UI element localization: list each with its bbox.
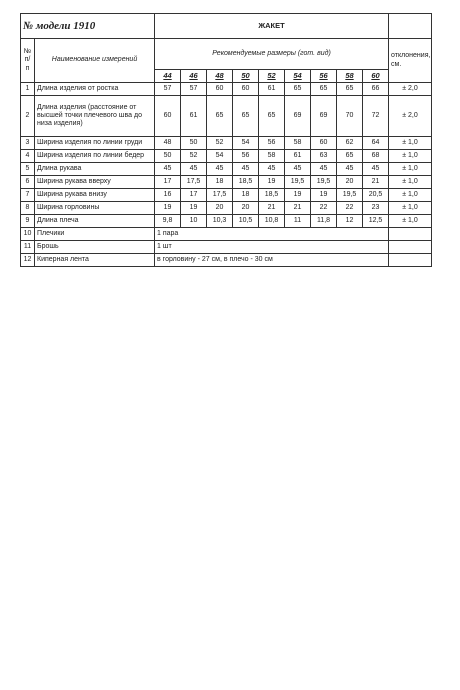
deviation-value: ± 1,0 <box>389 202 432 215</box>
table-row <box>21 137 432 150</box>
measurement-value: 58 <box>259 150 285 163</box>
size-header-52: 52 <box>259 70 285 83</box>
size-header-58: 58 <box>337 70 363 83</box>
measurement-value: 70 <box>337 96 363 137</box>
measurement-value: 11,8 <box>311 215 337 228</box>
table-row <box>21 189 432 202</box>
measurement-value: 21 <box>285 202 311 215</box>
measurement-value: 45 <box>337 163 363 176</box>
deviation-value: ± 2,0 <box>389 96 432 137</box>
deviation-value: ± 1,0 <box>389 176 432 189</box>
size-header-54: 54 <box>285 70 311 83</box>
measurement-value: 61 <box>259 83 285 96</box>
row-number: 12 <box>21 254 35 267</box>
measurement-value: 45 <box>285 163 311 176</box>
measurement-value: 22 <box>337 202 363 215</box>
extra-rows <box>21 228 432 267</box>
table-row <box>21 163 432 176</box>
measurement-value: 69 <box>285 96 311 137</box>
measurement-value: 65 <box>311 83 337 96</box>
extra-blank-cell <box>389 241 432 254</box>
measurement-value: 61 <box>285 150 311 163</box>
measurement-value: 20 <box>337 176 363 189</box>
measurement-name: Длина рукава <box>35 163 155 176</box>
extra-item-name: Плечики <box>35 228 155 241</box>
measurement-value: 9,8 <box>155 215 181 228</box>
measurement-value: 45 <box>155 163 181 176</box>
extra-item-value: 1 шт <box>155 241 389 254</box>
measurement-value: 56 <box>233 150 259 163</box>
measurement-name: Длина изделия (расстояние от высшей точки плечевого шва до низа изделия) <box>35 96 155 137</box>
measurement-value: 21 <box>259 202 285 215</box>
measurement-value: 65 <box>207 96 233 137</box>
row-number: 1 <box>21 83 35 96</box>
measurement-value: 57 <box>155 83 181 96</box>
extra-blank-cell <box>389 228 432 241</box>
measurement-value: 18,5 <box>259 189 285 202</box>
spec-table <box>20 13 432 267</box>
measurement-value: 20 <box>207 202 233 215</box>
measurement-name-header: Наименование измерений <box>35 39 155 83</box>
extra-item-name: Киперная лента <box>35 254 155 267</box>
extra-item-value: 1 пара <box>155 228 389 241</box>
measurement-value: 16 <box>155 189 181 202</box>
measurement-value: 72 <box>363 96 389 137</box>
measurement-value: 65 <box>233 96 259 137</box>
measurement-value: 17,5 <box>207 189 233 202</box>
measurement-value: 66 <box>363 83 389 96</box>
measurement-value: 45 <box>207 163 233 176</box>
measurement-value: 19,5 <box>337 189 363 202</box>
row-number: 9 <box>21 215 35 228</box>
row-number: 4 <box>21 150 35 163</box>
measurement-value: 60 <box>311 137 337 150</box>
measurement-value: 17 <box>181 189 207 202</box>
measurement-value: 45 <box>233 163 259 176</box>
size-header-44: 44 <box>155 70 181 83</box>
measurement-value: 65 <box>337 150 363 163</box>
table-row <box>21 176 432 189</box>
measurement-value: 60 <box>233 83 259 96</box>
deviation-value: ± 1,0 <box>389 137 432 150</box>
row-number-header: № п/п <box>21 39 35 83</box>
measurement-value: 19,5 <box>311 176 337 189</box>
measurement-value: 21 <box>363 176 389 189</box>
row-number: 11 <box>21 241 35 254</box>
measurement-name: Ширина изделия по линии груди <box>35 137 155 150</box>
deviation-header: отклонения, см. <box>389 39 432 83</box>
deviation-value: ± 1,0 <box>389 150 432 163</box>
measurement-value: 23 <box>363 202 389 215</box>
row-number: 5 <box>21 163 35 176</box>
table-row <box>21 241 432 254</box>
row-number: 7 <box>21 189 35 202</box>
row-number: 3 <box>21 137 35 150</box>
measurement-value: 60 <box>207 83 233 96</box>
measurement-name: Ширина изделия по линии бедер <box>35 150 155 163</box>
size-header-50: 50 <box>233 70 259 83</box>
table-row <box>21 150 432 163</box>
size-header-46: 46 <box>181 70 207 83</box>
table-row <box>21 228 432 241</box>
header-row-labels <box>21 39 432 70</box>
measurement-value: 17,5 <box>181 176 207 189</box>
model-label: № модели 1910 <box>23 19 96 32</box>
extra-item-name: Брошь <box>35 241 155 254</box>
table-row <box>21 215 432 228</box>
measurement-value: 64 <box>363 137 389 150</box>
measurement-value: 17 <box>155 176 181 189</box>
measurement-value: 63 <box>311 150 337 163</box>
size-header-56: 56 <box>311 70 337 83</box>
measurement-value: 11 <box>285 215 311 228</box>
measurement-value: 10,5 <box>233 215 259 228</box>
measurement-value: 18 <box>207 176 233 189</box>
measurement-value: 50 <box>181 137 207 150</box>
measurement-name: Длина изделия от ростка <box>35 83 155 96</box>
measurement-value: 19,5 <box>285 176 311 189</box>
size-header-60: 60 <box>363 70 389 83</box>
measurement-value: 48 <box>155 137 181 150</box>
measurement-value: 10,8 <box>259 215 285 228</box>
measurement-value: 56 <box>259 137 285 150</box>
row-number: 8 <box>21 202 35 215</box>
table-row <box>21 96 432 137</box>
deviation-value: ± 1,0 <box>389 163 432 176</box>
extra-blank-cell <box>389 254 432 267</box>
measurement-name: Длина плеча <box>35 215 155 228</box>
measurement-value: 19 <box>259 176 285 189</box>
measurement-value: 45 <box>181 163 207 176</box>
measurement-value: 61 <box>181 96 207 137</box>
measurement-value: 19 <box>155 202 181 215</box>
measurement-value: 54 <box>207 150 233 163</box>
size-header-48: 48 <box>207 70 233 83</box>
measurement-value: 54 <box>233 137 259 150</box>
measurement-name: Ширина горловины <box>35 202 155 215</box>
row-number: 2 <box>21 96 35 137</box>
measurement-value: 18 <box>233 189 259 202</box>
measurement-value: 57 <box>181 83 207 96</box>
row-number: 6 <box>21 176 35 189</box>
table-row <box>21 254 432 267</box>
measurement-value: 10 <box>181 215 207 228</box>
model-number <box>21 14 155 39</box>
measurement-value: 20,5 <box>363 189 389 202</box>
measurement-value: 19 <box>181 202 207 215</box>
measurement-value: 50 <box>155 150 181 163</box>
measurement-value: 19 <box>285 189 311 202</box>
measurement-value: 68 <box>363 150 389 163</box>
table-row <box>21 202 432 215</box>
measurement-value: 65 <box>337 83 363 96</box>
deviation-value: ± 2,0 <box>389 83 432 96</box>
measurement-value: 45 <box>259 163 285 176</box>
measurement-name: Ширина рукава внизу <box>35 189 155 202</box>
recommended-sizes-header: Рекомендуемые размеры (гот. вид) <box>155 39 389 70</box>
measurement-rows <box>21 83 432 228</box>
measurement-value: 69 <box>311 96 337 137</box>
garment-title: ЖАКЕТ <box>155 14 389 39</box>
deviation-value: ± 1,0 <box>389 215 432 228</box>
measurement-value: 12,5 <box>363 215 389 228</box>
measurement-value: 52 <box>207 137 233 150</box>
measurement-name: Ширина рукава вверху <box>35 176 155 189</box>
measurement-value: 12 <box>337 215 363 228</box>
measurement-value: 22 <box>311 202 337 215</box>
measurement-value: 62 <box>337 137 363 150</box>
measurement-value: 10,3 <box>207 215 233 228</box>
measurement-value: 52 <box>181 150 207 163</box>
measurement-value: 20 <box>233 202 259 215</box>
measurement-value: 45 <box>363 163 389 176</box>
measurement-value: 58 <box>285 137 311 150</box>
extra-item-value: в горловину - 27 см, в плечо - 30 см <box>155 254 389 267</box>
row-number: 10 <box>21 228 35 241</box>
header-row-top <box>21 14 432 39</box>
measurement-value: 19 <box>311 189 337 202</box>
measurement-value: 65 <box>285 83 311 96</box>
header-blank-cell <box>389 14 432 39</box>
deviation-value: ± 1,0 <box>389 189 432 202</box>
measurement-value: 65 <box>259 96 285 137</box>
measurement-value: 45 <box>311 163 337 176</box>
measurement-value: 60 <box>155 96 181 137</box>
table-row <box>21 83 432 96</box>
measurement-value: 18,5 <box>233 176 259 189</box>
